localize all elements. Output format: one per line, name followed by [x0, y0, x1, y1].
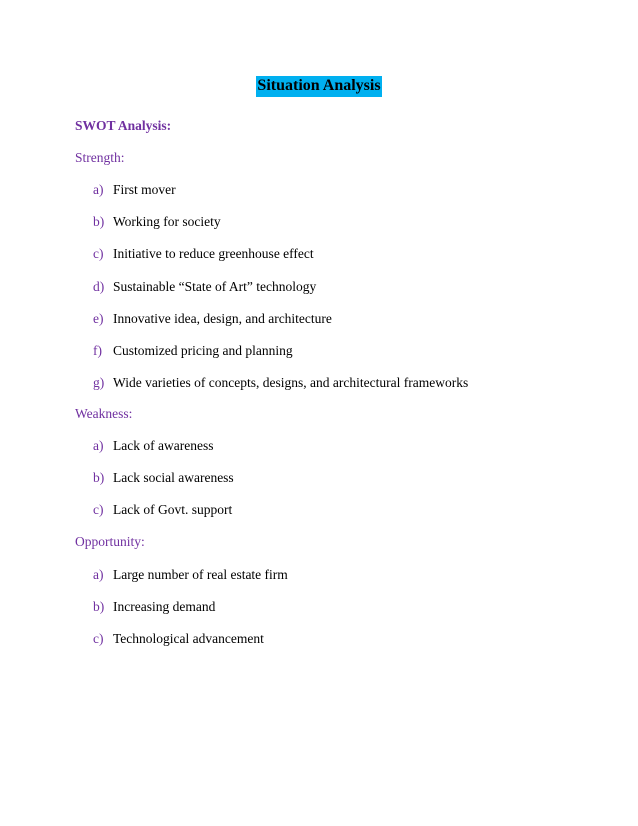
weakness-item — [93, 502, 232, 518]
list-marker: c) — [93, 631, 104, 646]
list-marker: e) — [93, 311, 104, 326]
list-item-text: Lack of awareness — [113, 438, 214, 453]
weakness-heading: Weakness: — [75, 406, 133, 421]
opportunity-item — [93, 567, 288, 583]
page-title: Situation Analysis — [256, 76, 381, 97]
title-wrap — [0, 76, 638, 97]
opportunity-item — [93, 631, 264, 647]
list-item-text: Increasing demand — [113, 599, 216, 614]
list-item-text: Sustainable “State of Art” technology — [113, 279, 317, 294]
strength-item — [93, 343, 293, 359]
list-item-text: Technological advancement — [113, 631, 264, 646]
strength-item — [93, 279, 316, 295]
list-item-text: Wide varieties of concepts, designs, and architectural frameworks — [113, 375, 469, 390]
list-marker: a) — [93, 567, 104, 582]
list-marker: b) — [93, 599, 105, 614]
list-marker: g) — [93, 375, 105, 390]
swot-heading: SWOT Analysis: — [75, 118, 172, 133]
list-marker: c) — [93, 502, 104, 517]
list-marker: a) — [93, 438, 104, 453]
strength-heading: Strength: — [75, 150, 125, 165]
list-item-text: Large number of real estate firm — [113, 567, 288, 582]
strength-item — [93, 182, 176, 198]
list-item-text: Lack social awareness — [113, 470, 234, 485]
weakness-item — [93, 438, 213, 454]
opportunity-item — [93, 599, 215, 615]
list-marker: c) — [93, 246, 104, 261]
list-marker: f) — [93, 343, 102, 358]
list-item-text: Innovative idea, design, and architecture — [113, 311, 332, 326]
list-item-text: Customized pricing and planning — [113, 343, 293, 358]
list-item-text: Working for society — [113, 214, 221, 229]
list-marker: b) — [93, 214, 105, 229]
strength-item — [93, 246, 314, 262]
list-item-text: First mover — [113, 182, 176, 197]
weakness-item — [93, 470, 234, 486]
list-marker: d) — [93, 279, 105, 294]
list-item-text: Lack of Govt. support — [113, 502, 233, 517]
list-item-text: Initiative to reduce greenhouse effect — [113, 246, 314, 261]
strength-item — [93, 311, 332, 327]
strength-item — [93, 214, 221, 230]
strength-item — [93, 375, 468, 391]
list-marker: b) — [93, 470, 105, 485]
opportunity-heading: Opportunity: — [75, 534, 145, 549]
list-marker: a) — [93, 182, 104, 197]
